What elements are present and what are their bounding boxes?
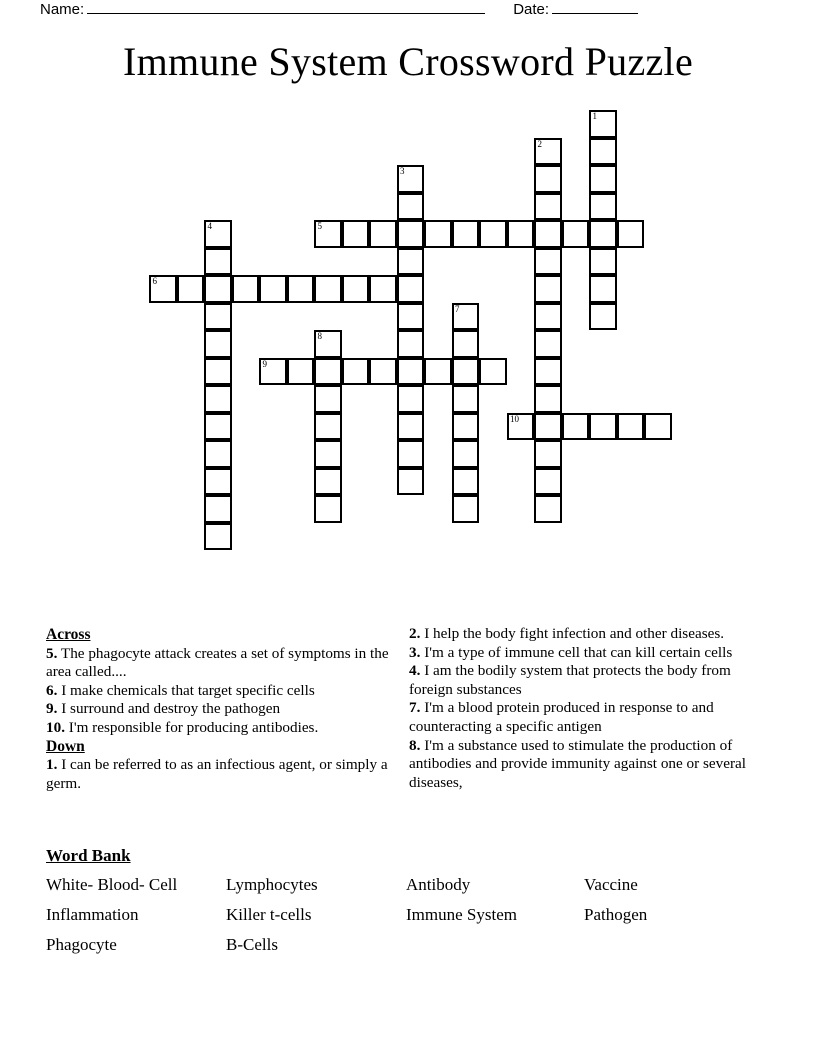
- crossword-cell-number: 6: [152, 276, 157, 286]
- crossword-cell[interactable]: [452, 220, 480, 248]
- crossword-cell[interactable]: [452, 330, 480, 358]
- clue-text: I am the bodily system that protects the body from foreign substances: [409, 662, 731, 698]
- word-bank-empty: [406, 935, 584, 955]
- crossword-cell-number: 1: [592, 111, 597, 121]
- across-clue-list: [46, 645, 396, 738]
- word-bank-word: Lymphocytes: [226, 875, 318, 894]
- crossword-cell[interactable]: [314, 220, 342, 248]
- crossword-cell-number: 10: [510, 413, 519, 424]
- crossword-cell[interactable]: [342, 358, 370, 386]
- crossword-cell[interactable]: [589, 248, 617, 276]
- down-clue-1: [46, 756, 396, 793]
- clues-column-right: [409, 625, 764, 792]
- crossword-cell[interactable]: [479, 220, 507, 248]
- crossword-cell[interactable]: [479, 358, 507, 386]
- crossword-cell[interactable]: [369, 220, 397, 248]
- crossword-cell[interactable]: [589, 220, 617, 248]
- crossword-cell[interactable]: [204, 303, 232, 331]
- crossword-cell[interactable]: [204, 248, 232, 276]
- crossword-cell[interactable]: [204, 220, 232, 248]
- crossword-cell[interactable]: [534, 385, 562, 413]
- down-clue-2: [409, 625, 764, 644]
- crossword-cell[interactable]: [424, 358, 452, 386]
- word-bank-grid: [46, 875, 776, 955]
- crossword-cell[interactable]: [397, 220, 425, 248]
- name-label: Name:: [40, 1, 85, 18]
- crossword-cell[interactable]: [287, 358, 315, 386]
- crossword-cell-number: 5: [317, 221, 322, 231]
- crossword-cell[interactable]: [534, 358, 562, 386]
- clue-text: I'm a substance used to stimulate the production of antibodies and provide immunity against one or several diseases,: [409, 736, 746, 791]
- crossword-cell[interactable]: [204, 523, 232, 551]
- down-clue-3: [409, 644, 764, 663]
- page-title: Immune System Crossword Puzzle: [122, 39, 694, 84]
- crossword-cell[interactable]: [204, 468, 232, 496]
- crossword-cell[interactable]: [452, 495, 480, 523]
- crossword-cell[interactable]: [397, 303, 425, 331]
- crossword-cell[interactable]: [534, 248, 562, 276]
- clue-text: I'm a type of immune cell that can kill certain cells: [420, 643, 733, 661]
- crossword-cell[interactable]: [562, 413, 590, 441]
- crossword-cell[interactable]: [397, 358, 425, 386]
- crossword-cell[interactable]: [562, 220, 590, 248]
- crossword-cell[interactable]: [589, 413, 617, 441]
- crossword-cell[interactable]: [452, 358, 480, 386]
- crossword-cell[interactable]: [259, 275, 287, 303]
- crossword-cell[interactable]: [452, 303, 480, 331]
- down-clue-list-left: [46, 756, 396, 793]
- crossword-cell[interactable]: [287, 275, 315, 303]
- clue-text: I'm responsible for producing antibodies.: [64, 718, 319, 736]
- crossword-cell[interactable]: [204, 275, 232, 303]
- crossword-cell[interactable]: [369, 275, 397, 303]
- clue-number: 10.: [46, 718, 65, 736]
- clues-section: [0, 622, 816, 842]
- crossword-cell[interactable]: [149, 275, 177, 303]
- crossword-cell[interactable]: [397, 330, 425, 358]
- crossword-cell[interactable]: [369, 358, 397, 386]
- across-clue-9: [46, 700, 396, 719]
- crossword-cell[interactable]: [314, 468, 342, 496]
- crossword-cell[interactable]: [204, 385, 232, 413]
- crossword-cell[interactable]: [534, 440, 562, 468]
- clues-column-left: [46, 626, 396, 793]
- word-bank-word: Phagocyte: [46, 935, 117, 954]
- crossword-cell[interactable]: [589, 303, 617, 331]
- crossword-cell[interactable]: [204, 358, 232, 386]
- crossword-cell[interactable]: [534, 193, 562, 221]
- clue-number: 6.: [46, 681, 58, 699]
- crossword-cell[interactable]: [507, 413, 535, 441]
- clue-text: I help the body fight infection and other diseases.: [420, 625, 725, 642]
- crossword-cell[interactable]: [534, 303, 562, 331]
- crossword-cell[interactable]: [534, 138, 562, 166]
- crossword-cell[interactable]: [589, 275, 617, 303]
- crossword-cell[interactable]: [644, 413, 672, 441]
- clue-text: I can be referred to as an infectious agent, or simply a germ.: [46, 756, 388, 792]
- crossword-cell[interactable]: [534, 220, 562, 248]
- word-bank-empty: [584, 935, 764, 955]
- clue-text: I make chemicals that target specific cells: [57, 681, 315, 699]
- crossword-cell[interactable]: [259, 358, 287, 386]
- crossword-cell-number: 7: [455, 303, 460, 314]
- crossword-cell[interactable]: [452, 440, 480, 468]
- down-clue-list-right: [409, 625, 764, 792]
- word-bank-word: B-Cells: [226, 935, 278, 954]
- clue-number: 7.: [409, 699, 421, 717]
- word-bank-title: Word Bank: [46, 846, 131, 865]
- crossword-cell[interactable]: [534, 165, 562, 193]
- crossword-cell[interactable]: [589, 110, 617, 138]
- crossword-cell[interactable]: [397, 385, 425, 413]
- down-clue-8: [409, 737, 764, 793]
- word-bank-word: Vaccine: [584, 875, 638, 894]
- crossword-cell[interactable]: [314, 495, 342, 523]
- word-bank-word: Immune System: [406, 905, 517, 924]
- crossword-cell[interactable]: [452, 413, 480, 441]
- crossword-cell[interactable]: [314, 385, 342, 413]
- crossword-cell[interactable]: [314, 440, 342, 468]
- crossword-cell-number: 9: [262, 358, 267, 369]
- crossword-cell[interactable]: [397, 193, 425, 221]
- crossword-cell[interactable]: [589, 193, 617, 221]
- crossword-cell-number: 2: [537, 138, 542, 149]
- crossword-cell[interactable]: [397, 468, 425, 496]
- across-clue-10: [46, 719, 396, 738]
- clue-number: 3.: [409, 643, 421, 661]
- crossword-cell[interactable]: [534, 413, 562, 441]
- crossword-cell[interactable]: [314, 330, 342, 358]
- clue-number: 9.: [46, 700, 58, 718]
- crossword-cell[interactable]: [177, 275, 205, 303]
- clue-text: I'm a blood protein produced in response to and counteracting a specific antigen: [409, 699, 714, 735]
- down-clue-4: [409, 662, 764, 699]
- crossword-cell[interactable]: [397, 413, 425, 441]
- crossword-cell[interactable]: [204, 413, 232, 441]
- across-clue-5: [46, 645, 396, 682]
- word-bank-word: Antibody: [406, 875, 471, 894]
- crossword-cell[interactable]: [507, 220, 535, 248]
- crossword-cell[interactable]: [232, 275, 260, 303]
- crossword-cell[interactable]: [534, 275, 562, 303]
- down-clue-7: [409, 699, 764, 736]
- crossword-cell[interactable]: [452, 468, 480, 496]
- crossword-cell[interactable]: [617, 413, 645, 441]
- crossword-cell[interactable]: [534, 468, 562, 496]
- crossword-cell-number: 3: [400, 166, 405, 176]
- crossword-cell[interactable]: [397, 275, 425, 303]
- crossword-cell-number: 4: [207, 221, 212, 231]
- crossword-cell[interactable]: [204, 495, 232, 523]
- clue-text: I surround and destroy the pathogen: [57, 700, 281, 718]
- clue-number: 8.: [409, 736, 421, 754]
- date-label: Date:: [513, 1, 550, 18]
- clue-number: 2.: [409, 625, 421, 642]
- crossword-cell[interactable]: [204, 330, 232, 358]
- clue-number: 4.: [409, 662, 421, 680]
- crossword-cell[interactable]: [424, 220, 452, 248]
- word-bank-word: Pathogen: [584, 905, 648, 924]
- crossword-cell[interactable]: [342, 275, 370, 303]
- word-bank-word: White- Blood- Cell: [46, 875, 178, 894]
- crossword-cell[interactable]: [397, 248, 425, 276]
- crossword-cell-number: 8: [317, 331, 322, 341]
- crossword-cell[interactable]: [452, 385, 480, 413]
- crossword-cell[interactable]: [397, 165, 425, 193]
- word-bank-word: Inflammation: [46, 905, 139, 924]
- crossword-cell[interactable]: [342, 220, 370, 248]
- crossword-cell[interactable]: [617, 220, 645, 248]
- clue-number: 1.: [46, 756, 58, 774]
- across-clue-6: [46, 682, 396, 701]
- crossword-cell[interactable]: [534, 330, 562, 358]
- down-heading: Down: [46, 737, 85, 755]
- across-heading: Across: [46, 626, 91, 643]
- crossword-cell[interactable]: [204, 440, 232, 468]
- crossword-cell[interactable]: [314, 413, 342, 441]
- crossword-cell[interactable]: [397, 440, 425, 468]
- word-bank-section: [46, 846, 776, 955]
- word-bank-word: Killer t-cells: [226, 905, 312, 924]
- crossword-cell[interactable]: [534, 495, 562, 523]
- crossword-cell[interactable]: [589, 138, 617, 166]
- crossword-cell[interactable]: [314, 358, 342, 386]
- clue-text: The phagocyte attack creates a set of symptoms in the area called....: [46, 644, 389, 681]
- clue-number: 5.: [46, 644, 58, 662]
- crossword-cell[interactable]: [589, 165, 617, 193]
- crossword-cell[interactable]: [314, 275, 342, 303]
